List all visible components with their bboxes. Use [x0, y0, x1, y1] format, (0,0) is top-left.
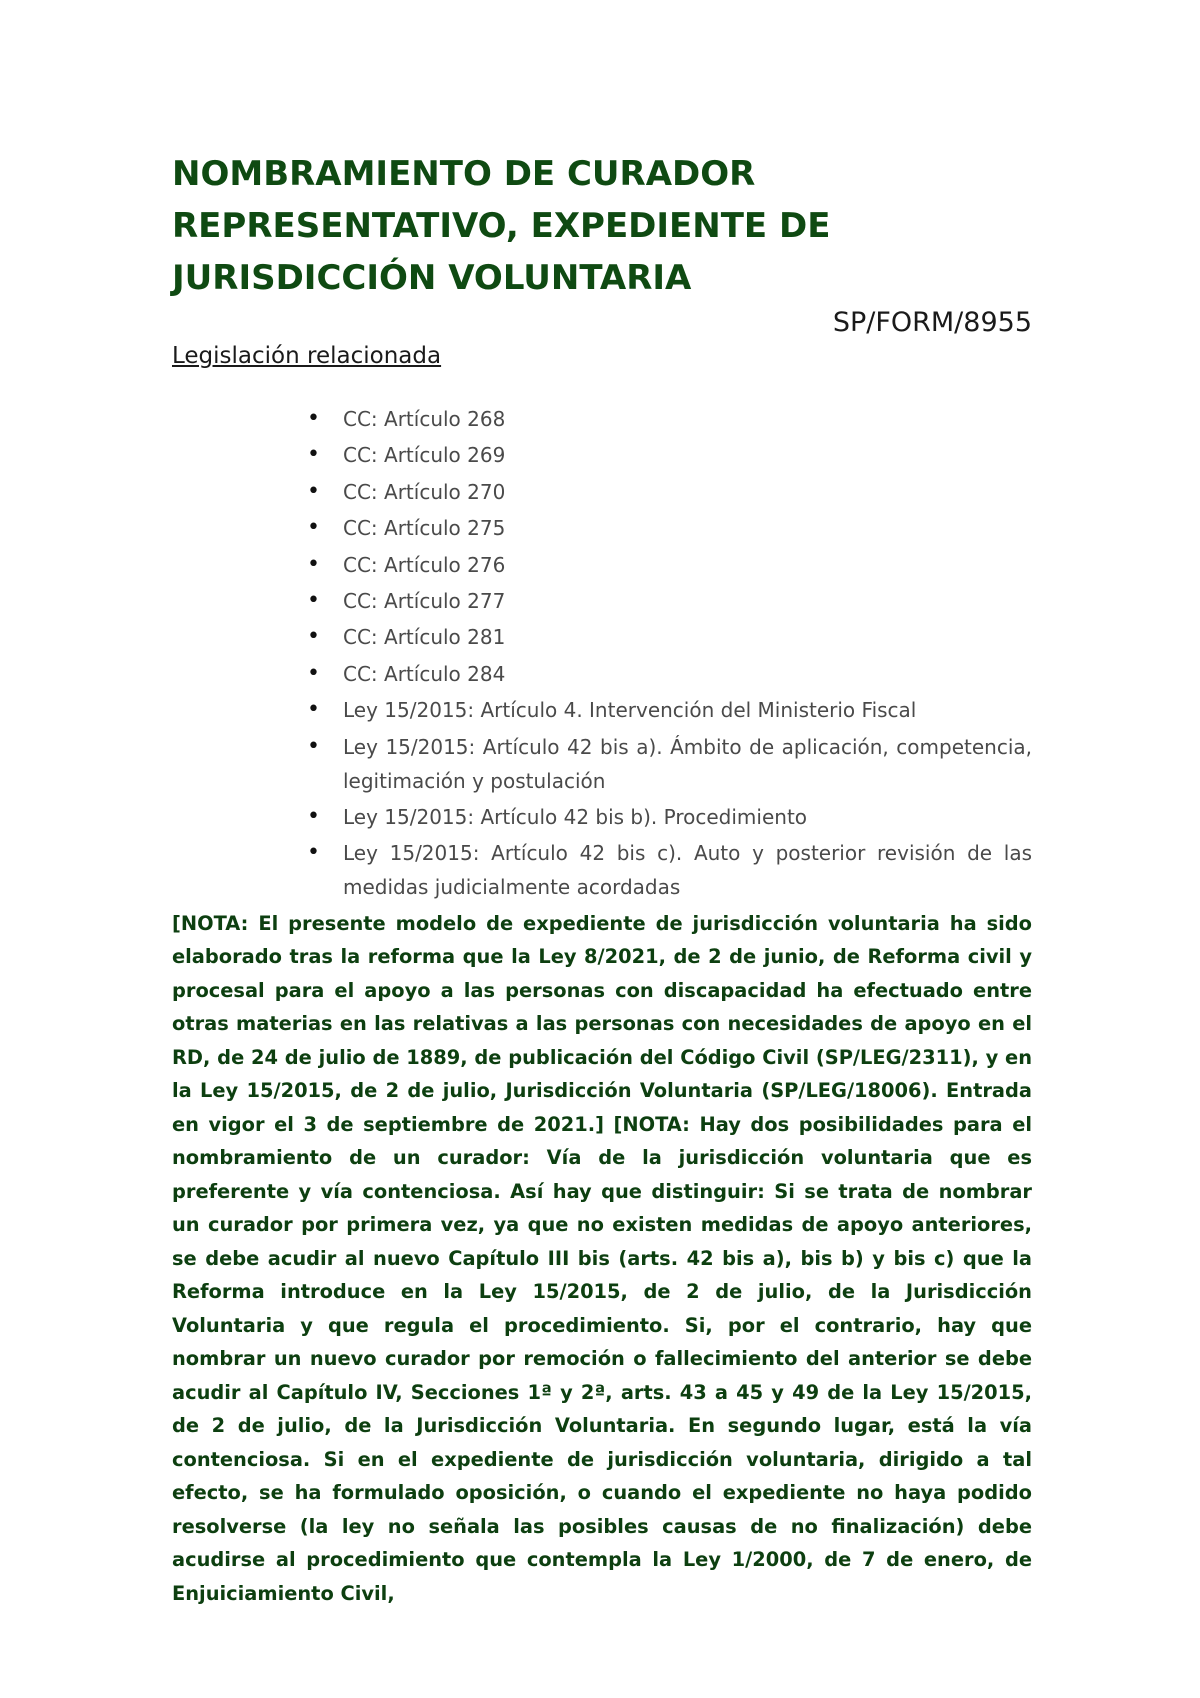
list-item: • CC: Artículo 268 [343, 402, 1032, 436]
list-item: • CC: Artículo 275 [343, 511, 1032, 545]
document-page [172, 148, 1032, 1610]
list-item: • Ley 15/2015: Artículo 42 bis b). Procedimiento [343, 800, 1032, 834]
list-item: • Ley 15/2015: Artículo 42 bis c). Auto y posterior revisión de las medidas judicialmente acordadas [343, 836, 1032, 904]
form-code: SP/FORM/8955 [832, 307, 1032, 338]
legislation-list [172, 402, 1032, 904]
note-paragraph: [NOTA: El presente modelo de expediente de jurisdicción voluntaria ha sido elaborado tras la reforma que la Ley 8/2021, de 2 de junio, de Reforma civil y procesal para el apoyo a las personas con discapacidad ha efectuado entre otras materias en las relativas a las personas con necesidades de apoyo en el RD, de 24 de julio de 1889, de publicación del Código Civil (SP/LEG/2311), y en la Ley 15/2015, de 2 de julio, Jurisdicción Voluntaria (SP/LEG/18006). Entrada en vigor el 3 de septiembre de 2021.] [NOTA: Hay dos posibilidades para el nombramiento de un curador: Vía de la jurisdicción voluntaria que es preferente y vía contenciosa. Así hay que distinguir: Si se trata de nombrar un curador por primera vez, ya que no existen medidas de apoyo anteriores, se debe acudir al nuevo Capítulo III bis (arts. 42 bis a), bis b) y bis c) que la Reforma introduce en la Ley 15/2015, de 2 de julio, de la Jurisdicción Voluntaria y que regula el procedimiento. Si, por el contrario, hay que nombrar un nuevo curador por remoción o fallecimiento del anterior se debe acudir al Capítulo IV, Secciones 1ª y 2ª, arts. 43 a 45 y 49 de la Ley 15/2015, de 2 de julio, de la Jurisdicción Voluntaria. En segundo lugar, está la vía contenciosa. Si en el expediente de jurisdicción voluntaria, dirigido a tal efecto, se ha formulado oposición, o cuando el expediente no haya podido resolverse (la ley no señala las posibles causas de no finalización) debe acudirse al procedimiento que contempla la Ley 1/2000, de 7 de enero, de Enjuiciamiento Civil, [172, 911, 1032, 1605]
list-item: • CC: Artículo 277 [343, 584, 1032, 618]
section-heading: Legislación relacionada [172, 343, 442, 369]
list-item: • CC: Artículo 284 [343, 657, 1032, 691]
list-item: • CC: Artículo 276 [343, 548, 1032, 582]
list-item: • CC: Artículo 270 [343, 475, 1032, 509]
list-item: • Ley 15/2015: Artículo 4. Intervención del Ministerio Fiscal [343, 693, 1032, 727]
list-item: • CC: Artículo 269 [343, 438, 1032, 472]
document-title: NOMBRAMIENTO DE CURADOR REPRESENTATIVO, EXPEDIENTE DE JURISDICCIÓN VOLUNTARIA [172, 154, 831, 298]
list-item: • CC: Artículo 281 [343, 620, 1032, 654]
list-item: • Ley 15/2015: Artículo 42 bis a). Ámbito de aplicación, competencia, legitimación y postulación [343, 730, 1032, 798]
